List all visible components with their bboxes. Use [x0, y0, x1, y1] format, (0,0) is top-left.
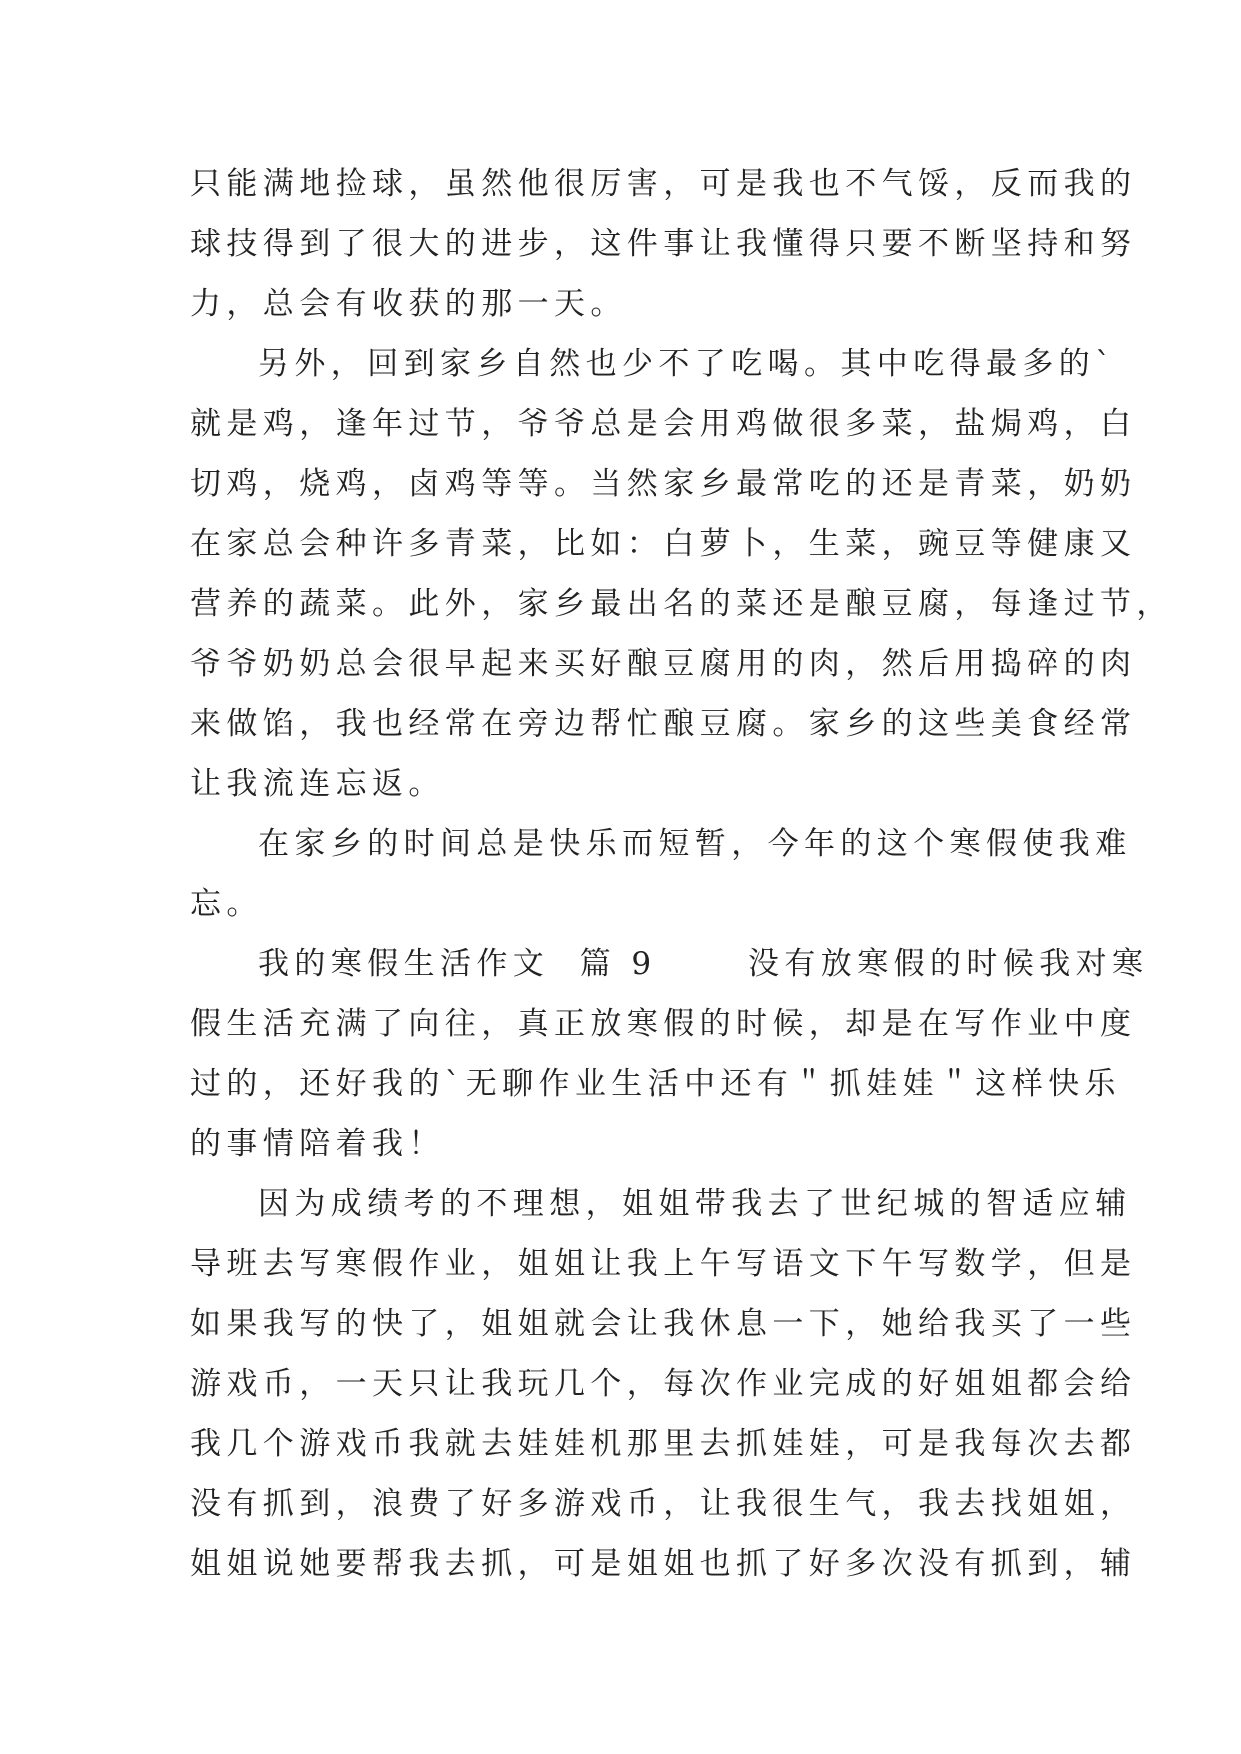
- paragraph-start-line: 因为成绩考的不理想，姐姐带我去了世纪城的智适应辅: [258, 1186, 1132, 1222]
- text-line: 过的，还好我的`无聊作业生活中还有＂抓娃娃＂这样快乐: [190, 1066, 1121, 1102]
- text-line: 力，总会有收获的那一天。: [190, 286, 627, 322]
- text-line: 导班去写寒假作业，姐姐让我上午写语文下午写数学，但是: [190, 1246, 1137, 1282]
- text-line: 姐姐说她要帮我去抓，可是姐姐也抓了好多次没有抓到，辅: [190, 1546, 1137, 1582]
- essay-body: [190, 154, 1173, 1594]
- text-line: 假生活充满了向往，真正放寒假的时候，却是在写作业中度: [190, 1006, 1137, 1042]
- section-heading-line: 我的寒假生活作文 篇 9 没有放寒假的时候我对寒: [258, 946, 1149, 982]
- text-line: 只能满地捡球，虽然他很厉害，可是我也不气馁，反而我的: [190, 166, 1137, 202]
- text-line: 游戏币，一天只让我玩几个，每次作业完成的好姐姐都会给: [190, 1366, 1137, 1402]
- text-line: 如果我写的快了，姐姐就会让我休息一下，她给我买了一些: [190, 1306, 1137, 1342]
- paragraph-start-line: 在家乡的时间总是快乐而短暂，今年的这个寒假使我难: [258, 826, 1132, 862]
- paragraph-start-line: 另外，回到家乡自然也少不了吃喝。其中吃得最多的`: [258, 346, 1117, 382]
- text-line: 爷爷奶奶总会很早起来买好酿豆腐用的肉，然后用捣碎的肉: [190, 646, 1137, 682]
- text-line: 营养的蔬菜。此外，家乡最出名的菜还是酿豆腐，每逢过节，: [190, 586, 1173, 622]
- text-line: 就是鸡，逢年过节，爷爷总是会用鸡做很多菜，盐焗鸡，白: [190, 406, 1137, 442]
- text-line: 忘。: [190, 886, 263, 922]
- text-line: 让我流连忘返。: [190, 766, 445, 802]
- text-line: 我几个游戏币我就去娃娃机那里去抓娃娃，可是我每次去都: [190, 1426, 1137, 1462]
- text-line: 的事情陪着我！: [190, 1126, 445, 1162]
- text-line: 来做馅，我也经常在旁边帮忙酿豆腐。家乡的这些美食经常: [190, 706, 1137, 742]
- text-line: 没有抓到，浪费了好多游戏币，让我很生气，我去找姐姐，: [190, 1486, 1137, 1522]
- text-line: 在家总会种许多青菜，比如：白萝卜，生菜，豌豆等健康又: [190, 526, 1137, 562]
- text-line: 切鸡，烧鸡，卤鸡等等。当然家乡最常吃的还是青菜，奶奶: [190, 466, 1137, 502]
- text-line: 球技得到了很大的进步，这件事让我懂得只要不断坚持和努: [190, 226, 1137, 262]
